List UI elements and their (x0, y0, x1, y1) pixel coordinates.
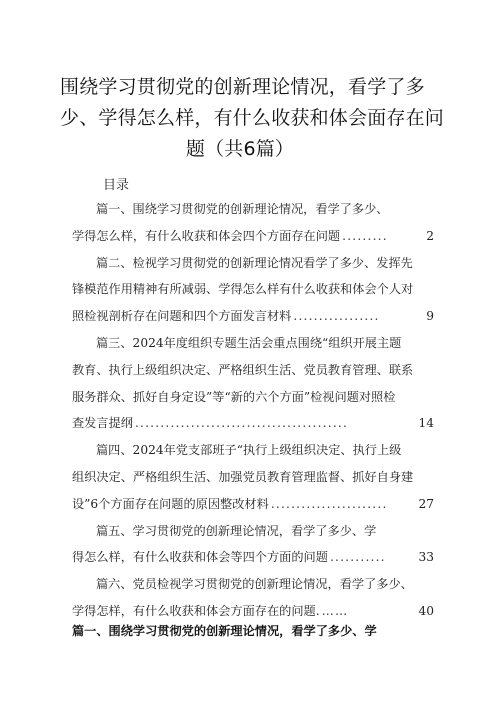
toc-entry-line: 篇二、检视学习贯彻党的创新理论情况看学了多少、发挥先 (96, 255, 413, 270)
toc-leader-dots: …… (321, 603, 349, 618)
toc-entry-line: 学得怎样，有什么收获和体会方面存在的问题. (72, 603, 320, 618)
toc-page-number: 40 (418, 603, 434, 618)
toc-page-number: 2 (426, 228, 434, 243)
toc-page-number: 33 (418, 550, 434, 565)
toc-entry[interactable] (72, 518, 434, 572)
toc-entry-line: 篇四、2024年党支部班子“执行上级组织决定、执行上级 (96, 443, 402, 458)
toc-leader-dots: ................. (293, 309, 380, 324)
toc-page-number: 14 (418, 416, 434, 431)
toc-entry-last-line (72, 410, 434, 437)
title-line-1: 围绕学习贯彻党的创新理论情况，看学了多 (60, 76, 425, 98)
toc-leader-dots: ........... (329, 550, 386, 565)
toc-leader-dots: ......... (342, 228, 388, 243)
toc-entry[interactable] (72, 437, 434, 517)
toc-leader-dots: ....................... (270, 496, 388, 511)
title-line-3: 题（共6篇） (185, 138, 295, 160)
toc-entry-last-line (72, 223, 434, 250)
toc-entry-line: 篇三、2024年度组织专题生活会重点围绕“组织开展主题 (96, 335, 402, 350)
toc-entry-line: 篇一、围绕学习贯彻党的创新理论情况，看学了多少、 (96, 202, 389, 216)
toc-entry-line: 篇五、学习贯彻党的创新理论情况，看学了多少、学 (96, 523, 377, 538)
toc-leader-dots: .......................................... (134, 416, 349, 431)
toc-entry[interactable] (72, 571, 434, 625)
toc-entry-line: 查发言提纲 (72, 416, 133, 431)
toc-entry-line: 得怎么样，有什么收获和体会等四个方面的问题 (72, 550, 328, 565)
toc-entry-line: 组织决定、严格组织生活、加强党员教育管理监督、抓好自身建 (72, 469, 414, 484)
toc-entry-line: 锋模范作用精神有所减弱、学得怎么样有什么收获和体会个人对 (72, 282, 414, 297)
toc-entry-last-line (72, 598, 434, 625)
toc-entry-last-line (72, 303, 434, 330)
document-title (60, 72, 445, 165)
toc-page-number: 9 (426, 309, 434, 324)
toc-entry[interactable] (72, 330, 434, 437)
toc-entry-last-line (72, 491, 434, 518)
toc-heading: 目录 (103, 178, 130, 193)
toc-entry-line: 照检视剖析存在问题和四个方面发言材料 (72, 309, 292, 324)
toc-entry-last-line (72, 544, 434, 571)
toc-entry-line: 学得怎么样，有什么收获和体会四个方面存在问题 (72, 228, 341, 243)
toc-entry[interactable] (72, 196, 434, 250)
toc-entry-line: 教育、执行上级组织决定、严格组织生活、党员教育管理、联系 (72, 362, 414, 377)
toc-entry-line: 服务群众、抓好自身定设”等“新的六个方面”检视问题对照检 (72, 389, 396, 404)
toc-entry[interactable] (72, 250, 434, 330)
section-heading: 篇一、围绕学习贯彻党的创新理论情况，看学了多少、学 (72, 624, 377, 638)
toc-page-number: 27 (418, 496, 434, 511)
toc-entry-line: 设”6个方面存在问题的原因整改材料 (72, 496, 269, 511)
title-line-2: 少、学得怎么样，有什么收获和体会面存在问 (60, 107, 445, 129)
toc-entry-line: 篇六、党员检视学习贯彻党的创新理论情况，看学了多少、 (96, 577, 413, 592)
table-of-contents (72, 196, 434, 625)
